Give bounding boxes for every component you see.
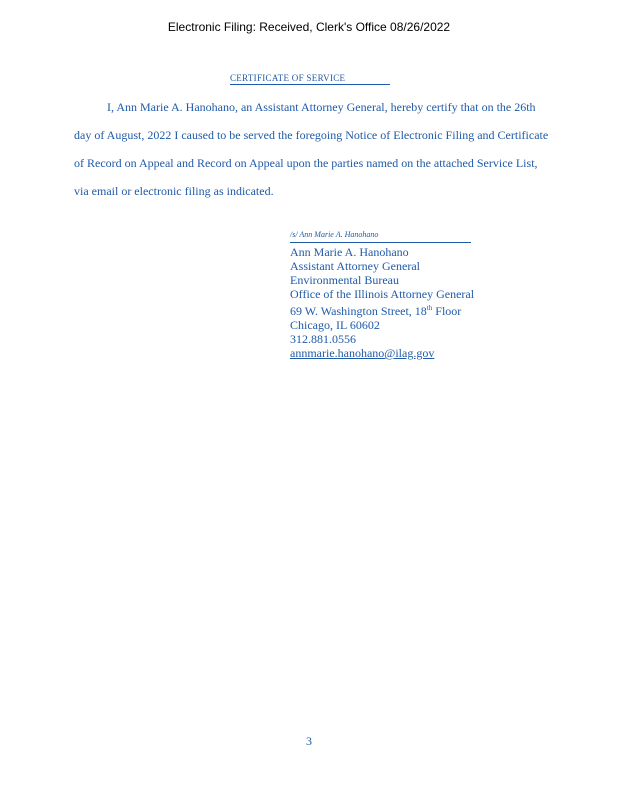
certificate-title: CERTIFICATE OF SERVICE: [230, 73, 390, 85]
address-street-floor: Floor: [432, 304, 462, 318]
signer-address-city: Chicago, IL 60602: [290, 318, 380, 332]
body-line-3: of Record on Appeal and Record on Appeal upon the parties named on the attached Service List,: [74, 156, 538, 170]
signer-email-link[interactable]: annmarie.hanohano@ilag.gov: [290, 346, 435, 360]
electronic-signature: /s/ Ann Marie A. Hanohano: [290, 228, 471, 243]
page-number: 3: [306, 734, 312, 748]
body-line-4: via email or electronic filing as indicated.: [74, 184, 274, 198]
certificate-body: [74, 93, 574, 205]
body-line-2: day of August, 2022 I caused to be served the foregoing Notice of Electronic Filing and Certificate: [74, 128, 549, 142]
signer-title: Assistant Attorney General: [290, 259, 420, 273]
address-street-ordinal: th: [426, 304, 433, 312]
signer-name: Ann Marie A. Hanohano: [290, 245, 409, 259]
signature-block: [290, 226, 530, 360]
signer-address-street: [290, 301, 530, 318]
signer-office: Office of the Illinois Attorney General: [290, 287, 475, 301]
body-line-1: I, Ann Marie A. Hanohano, an Assistant Attorney General, hereby certify that on the 26th: [107, 100, 536, 114]
filing-stamp: Electronic Filing: Received, Clerk's Office 08/26/2022: [167, 20, 451, 34]
address-street-main: 69 W. Washington Street, 18: [290, 304, 427, 318]
signer-phone: 312.881.0556: [290, 332, 356, 346]
signer-bureau: Environmental Bureau: [290, 273, 399, 287]
